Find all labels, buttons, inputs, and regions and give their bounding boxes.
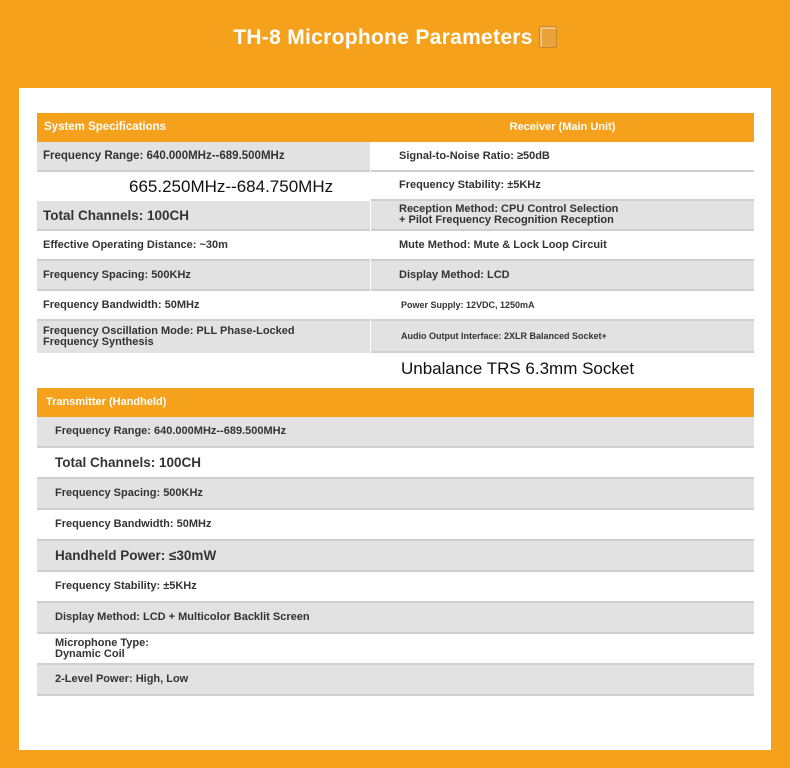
system-row-total-channels: Total Channels: 100CH <box>37 201 370 231</box>
receiver-row-mute-method: Mute Method: Mute & Lock Loop Circuit <box>371 231 754 261</box>
system-row-frequency-bandwidth: Frequency Bandwidth: 50MHz <box>37 291 370 321</box>
transmitter-row-total-channels: Total Channels: 100CH <box>37 448 754 479</box>
header-receiver: Receiver (Main Unit) <box>371 113 754 142</box>
transmitter-row-frequency-range: Frequency Range: 640.000MHz--689.500MHz <box>37 417 754 448</box>
receiver-row-audio-output: Audio Output Interface: 2XLR Balanced Socket+ <box>371 321 754 353</box>
receiver-row-reception-method: Reception Method: CPU Control Selection + Pilot Frequency Recognition Reception <box>371 201 754 231</box>
transmitter-row-power-levels: 2-Level Power: High, Low <box>37 665 754 696</box>
receiver-row-power-supply: Power Supply: 12VDC, 1250mA <box>371 291 754 321</box>
header-system-specifications: System Specifications <box>37 113 371 142</box>
transmitter-row-frequency-spacing: Frequency Spacing: 500KHz <box>37 479 754 510</box>
spec-panel <box>19 88 771 750</box>
transmitter-row-display-method: Display Method: LCD + Multicolor Backlit Screen <box>37 603 754 634</box>
system-row-frequency-spacing: Frequency Spacing: 500KHz <box>37 261 370 291</box>
system-row-frequency-range: Frequency Range: 640.000MHz--689.500MHz <box>37 142 370 172</box>
header-transmitter: Transmitter (Handheld) <box>37 388 754 417</box>
receiver-row-audio-output-cont: Unbalance TRS 6.3mm Socket <box>371 353 754 383</box>
transmitter-row-frequency-bandwidth: Frequency Bandwidth: 50MHz <box>37 510 754 541</box>
system-row-alt-frequency-range: 665.250MHz--684.750MHz <box>37 172 370 201</box>
receiver-row-display-method: Display Method: LCD <box>371 261 754 291</box>
transmitter-row-frequency-stability: Frequency Stability: ±5KHz <box>37 572 754 603</box>
transmitter-row-microphone-type: Microphone Type: Dynamic Coil <box>37 634 754 665</box>
receiver-row-frequency-stability: Frequency Stability: ±5KHz <box>371 172 754 201</box>
transmitter-row-handheld-power: Handheld Power: ≤30mW <box>37 541 754 572</box>
receiver-row-snr: Signal-to-Noise Ratio: ≥50dB <box>371 142 754 172</box>
document-icon <box>539 26 557 48</box>
system-row-operating-distance: Effective Operating Distance: ~30m <box>37 231 370 261</box>
page-title-text: TH-8 Microphone Parameters <box>233 26 533 49</box>
system-row-oscillation-mode: Frequency Oscillation Mode: PLL Phase-Locked Frequency Synthesis <box>37 321 370 353</box>
page-title <box>0 26 790 50</box>
